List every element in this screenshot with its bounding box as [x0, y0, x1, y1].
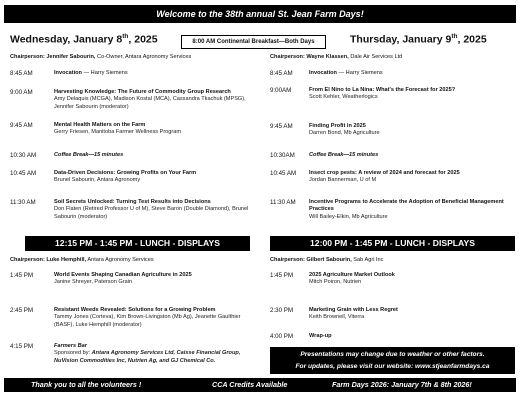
breakfast-box: 8:00 AM Continental Breakfast—Both Days: [181, 35, 326, 49]
cca-credits: CCA Credits Available: [212, 380, 288, 389]
website-link[interactable]: For updates, please visit our website: www.stjeanfarmdays.ca: [295, 363, 490, 370]
lunch-banner-wed: 12:15 PM - 1:45 PM - LUNCH - DISPLAYS: [25, 236, 250, 251]
day-title-thursday: Thursday, January 9th, 2025: [350, 33, 487, 46]
lunch-banner-thu: 12:00 PM - 1:45 PM - LUNCH - DISPLAYS: [270, 236, 515, 251]
welcome-banner: Welcome to the 38th annual St. Jean Farm Days!: [4, 5, 516, 23]
volunteer-thanks: Thank you to all the volunteers !: [31, 380, 142, 389]
session-wed-2: 9:00 AM Harvesting Knowledge: The Future of Commodity Group Research Amy Delaquis (MCGA), Madison Kostal (MCA), Cassandra Tkachuk (MPSG), Jennifer Sabourin (moderator): [10, 89, 246, 110]
chairperson-thu-morning: Chairperson: Wayne Klassen, Dale Air Services Ltd: [270, 54, 403, 60]
chairperson-wed-morning: Chairperson: Jennifer Sabourin, Co-Owner, Antara Agronomy Services: [10, 54, 192, 60]
chairperson-thu-afternoon: Chairperson: Gilbert Sabourin, Sab Agri Inc: [270, 257, 384, 263]
weather-notice: Presentations may change due to weather or other factors. For updates, please visit our website: www.stjeanfarmdays.ca: [270, 347, 515, 374]
next-year-dates: Farm Days 2026: January 7th & 8th 2026!: [332, 380, 472, 389]
chairperson-wed-afternoon: Chairperson: Luke Hemphill, Antara Agronomy Services: [10, 257, 154, 263]
day-title-wednesday: Wednesday, January 8th, 2025: [10, 33, 158, 46]
footer-banner: [4, 378, 516, 392]
